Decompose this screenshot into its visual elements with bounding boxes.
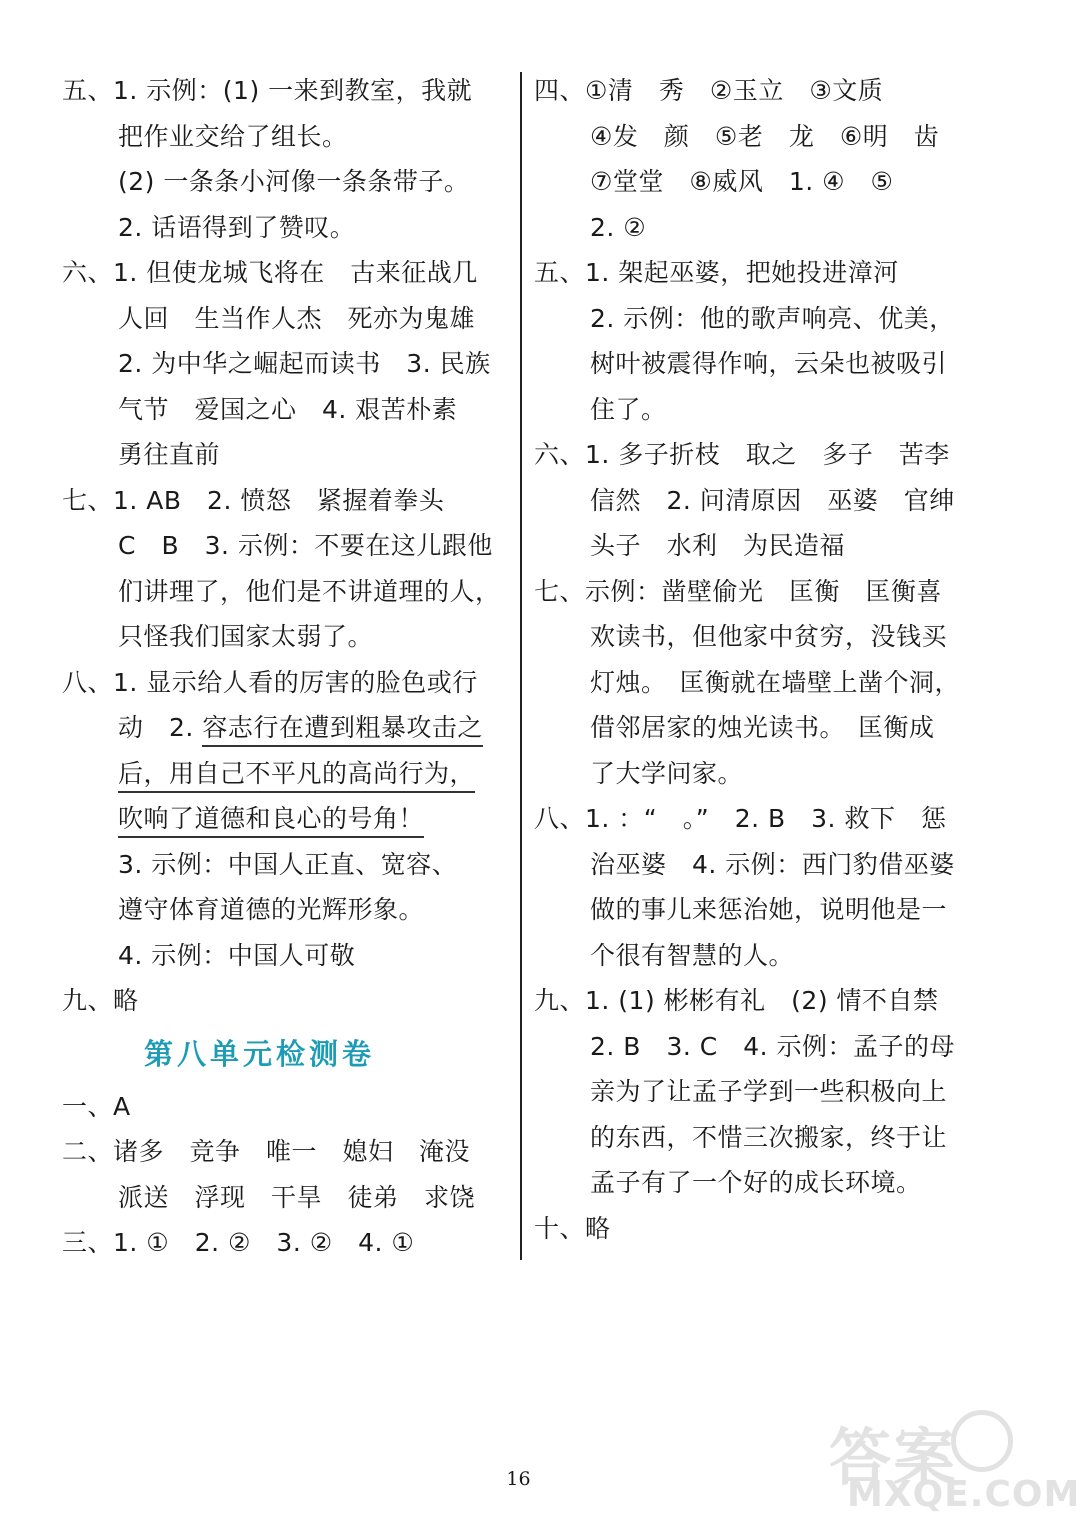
answer-line: 四、①清 秀 ②玉立 ③文质: [534, 76, 884, 105]
answer-line: 人回 生当作人杰 死亦为鬼雄: [118, 303, 476, 333]
section-title: 第八单元检测卷: [144, 1036, 376, 1071]
answer-line: 2. 示例：他的歌声响亮、优美，: [590, 303, 955, 333]
answer-line: 九、1. (1) 彬彬有礼 (2) 情不自禁: [534, 986, 939, 1015]
answer-line: 树叶被震得作响，云朵也被吸引: [590, 349, 948, 378]
answer-line: 三、1. ① 2. ② 3. ② 4. ①: [62, 1228, 415, 1257]
answer-line: 亲为了让孟子学到一些积极向上: [590, 1077, 948, 1106]
answer-line: 把作业交给了组长。: [118, 121, 348, 151]
underlined-answer: 后，用自己不平凡的高尚行为，: [118, 759, 475, 793]
answer-line: [62, 796, 512, 842]
answer-line: 治巫婆 4. 示例：西门豹借巫婆: [590, 849, 955, 879]
answer-line: 个很有智慧的人。: [590, 940, 795, 970]
answer-line: 了大学问家。: [590, 758, 744, 788]
answer-line: 十、略: [534, 1213, 611, 1243]
answer-line: ④发 颜 ⑤老 龙 ⑥明 齿: [590, 121, 940, 151]
answer-line: 孟子有了一个好的成长环境。: [590, 1168, 922, 1197]
answer-line: 4. 示例：中国人可敬: [118, 940, 356, 970]
answer-line: (2) 一条条小河像一条条带子。: [118, 167, 470, 196]
underlined-answer: 容志行在遭到粗暴攻击之: [202, 713, 483, 747]
answer-line: 2. 为中华之崛起而读书 3. 民族: [118, 349, 491, 378]
answer-line: 灯烛。 匡衡就在墙壁上凿个洞，: [590, 667, 961, 697]
left-column: [62, 68, 512, 1266]
answer-text: 动 2.: [118, 713, 203, 742]
answer-line: 们讲理了，他们是不讲道理的人，: [118, 576, 501, 606]
right-column: [534, 68, 984, 1251]
answer-line: 做的事儿来惩治她，说明他是一: [590, 895, 948, 924]
answer-line: ⑦堂堂 ⑧威风 1. ④ ⑤: [590, 167, 894, 196]
answer-line: [62, 705, 512, 751]
answer-line: 只怪我们国家太弱了。: [118, 622, 374, 651]
answer-line: C B 3. 示例：不要在这儿跟他: [118, 531, 493, 560]
answer-line: 八、1. 显示给人看的厉害的脸色或行: [62, 667, 478, 697]
answer-line: [62, 751, 512, 797]
watermark-text: 答案: [829, 1421, 958, 1494]
watermark-logo: [829, 1408, 1080, 1518]
answer-line: 一、A: [62, 1091, 131, 1121]
answer-line: 二、诸多 竞争 唯一 媳妇 淹没: [62, 1137, 471, 1166]
answer-line: 欢读书，但他家中贫穷，没钱买: [590, 622, 948, 651]
answer-line: 勇往直前: [118, 440, 221, 469]
answer-line: 七、1. AB 2. 愤怒 紧握着拳头: [62, 485, 445, 515]
answer-line: 六、1. 多子折枝 取之 多子 苦李: [534, 440, 950, 469]
answer-line: 六、1. 但使龙城飞将在 古来征战几: [62, 258, 478, 287]
answer-line: 2. 话语得到了赞叹。: [118, 212, 356, 242]
seal-icon: [951, 1410, 1013, 1472]
underlined-answer: 吹响了道德和良心的号角！: [118, 804, 424, 838]
answer-line: 五、1. 架起巫婆，把她投进漳河: [534, 258, 899, 287]
column-divider: [520, 72, 522, 1260]
answer-line: 信然 2. 问清原因 巫婆 官绅: [590, 485, 955, 515]
answer-line: 七、示例：凿壁偷光 匡衡 匡衡喜: [534, 576, 943, 606]
answer-line: 遵守体育道德的光辉形象。: [118, 895, 425, 924]
answer-line: 八、1. ：“ 。” 2. B 3. 救下 惩: [534, 804, 947, 833]
answer-line: 2. ②: [590, 212, 647, 242]
answer-line: 气节 爱国之心 4. 艰苦朴素: [118, 394, 458, 424]
answer-line: 3. 示例：中国人正直、宽容、: [118, 849, 458, 879]
answer-line: 借邻居家的烛光读书。 匡衡成: [590, 713, 935, 742]
answer-line: 派送 浮现 干旱 徒弟 求饶: [118, 1182, 476, 1212]
answer-line: 九、略: [62, 986, 139, 1015]
answer-line: 头子 水利 为民造福: [590, 531, 846, 560]
answer-line: 住了。: [590, 394, 667, 424]
answer-line: 五、1. 示例：(1) 一来到教室，我就: [62, 76, 473, 105]
answer-line: 2. B 3. C 4. 示例：孟子的母: [590, 1031, 956, 1061]
answer-line: 的东西，不惜三次搬家，终于让: [590, 1122, 948, 1152]
page-number: 16: [506, 1468, 531, 1490]
watermark-url: MXQE.COM: [847, 1474, 1080, 1515]
